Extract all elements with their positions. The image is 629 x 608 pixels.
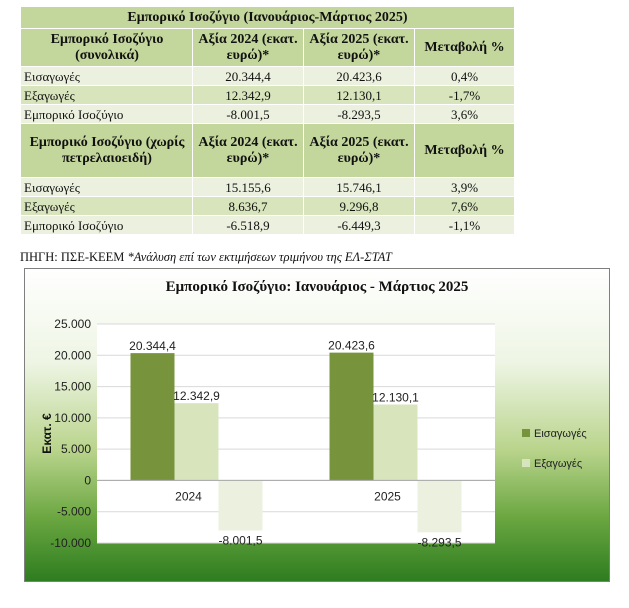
- trade-balance-table: [20, 6, 515, 235]
- y-tick-label: 10.000: [54, 410, 91, 425]
- table-cell: -6.518,9: [193, 216, 304, 235]
- table-cell: -1,1%: [415, 216, 515, 235]
- legend-swatch: [522, 459, 530, 467]
- table-row: [21, 178, 515, 197]
- header-cell: Αξία 2025 (εκατ. ευρώ)*: [304, 124, 415, 178]
- table-row: [21, 105, 515, 124]
- table-title: Εμπορικό Ισοζύγιο (Ιανουάριος-Μάρτιος 2025): [21, 7, 515, 29]
- legend-swatch: [522, 429, 530, 437]
- row-label: Εμπορικό Ισοζύγιο: [21, 216, 193, 235]
- table-cell: 0,4%: [415, 67, 515, 86]
- bar: [131, 353, 175, 480]
- header-cell: Μεταβολή %: [415, 124, 515, 178]
- y-tick-label: -10.000: [50, 536, 91, 550]
- data-label: 12.130,1: [372, 390, 419, 405]
- source-footnote: *Ανάλυση επί των εκτιμήσεων τριμήνου της ΕΛ-ΣΤΑΤ: [127, 250, 392, 264]
- legend-label: Εισαγωγές: [534, 428, 587, 440]
- table-cell: 9.296,8: [304, 197, 415, 216]
- data-label: -8.293,5: [417, 535, 462, 550]
- bar: [330, 353, 374, 481]
- table-cell: 15.155,6: [193, 178, 304, 197]
- table-cell: 3,9%: [415, 178, 515, 197]
- y-tick-label: 20.000: [54, 348, 91, 363]
- header-cell: Αξία 2024 (εκατ. ευρώ)*: [193, 124, 304, 178]
- table-row: [21, 216, 515, 235]
- table-cell: -8.293,5: [304, 105, 415, 124]
- row-label: Εισαγωγές: [21, 67, 193, 86]
- row-label: Εξαγωγές: [21, 86, 193, 105]
- table-header-row: [21, 124, 515, 178]
- table-row: [21, 86, 515, 105]
- data-label: 12.342,9: [173, 389, 220, 404]
- table-cell: 8.636,7: [193, 197, 304, 216]
- table-cell: -1,7%: [415, 86, 515, 105]
- x-tick-label: 2024: [175, 489, 202, 504]
- y-tick-label: 15.000: [54, 379, 91, 394]
- y-tick-label: 5.000: [60, 442, 91, 457]
- bar: [219, 480, 263, 530]
- table-cell: 7,6%: [415, 197, 515, 216]
- table-header-row: [21, 29, 515, 67]
- x-tick-label: 2025: [374, 489, 401, 504]
- table-cell: 15.746,1: [304, 178, 415, 197]
- table-cell: 12.130,1: [304, 86, 415, 105]
- table-cell: 20.423,6: [304, 67, 415, 86]
- chart-container: [24, 268, 610, 582]
- row-label: Εμπορικό Ισοζύγιο: [21, 105, 193, 124]
- data-label: 20.344,4: [129, 339, 176, 354]
- table-cell: -8.001,5: [193, 105, 304, 124]
- source-label: ΠΗΓΗ: ΠΣΕ-ΚΕΕΜ: [20, 250, 128, 264]
- header-cell: Αξία 2025 (εκατ. ευρώ)*: [304, 29, 415, 67]
- table-row: [21, 67, 515, 86]
- y-axis-title: Εκατ. €: [40, 413, 54, 454]
- source-note: [20, 250, 620, 265]
- y-tick-label: -5.000: [56, 504, 91, 519]
- table-row: [21, 197, 515, 216]
- table-cell: 12.342,9: [193, 86, 304, 105]
- header-cell: Αξία 2024 (εκατ. ευρώ)*: [193, 29, 304, 67]
- chart-title: Εμπορικό Ισοζύγιο: Ιανουάριος - Μάρτιος 2025: [165, 279, 469, 295]
- table-cell: 3,6%: [415, 105, 515, 124]
- legend-label: Εξαγωγές: [534, 458, 583, 470]
- row-label: Εξαγωγές: [21, 197, 193, 216]
- header-cell: Εμπορικό Ισοζύγιο (συνολικά): [21, 29, 193, 67]
- bar: [175, 403, 219, 480]
- bar-chart: [25, 269, 611, 583]
- data-label: -8.001,5: [218, 533, 263, 548]
- bar: [374, 405, 418, 481]
- row-label: Εισαγωγές: [21, 178, 193, 197]
- y-tick-label: 0: [84, 473, 91, 488]
- bar: [418, 480, 462, 532]
- y-tick-label: 25.000: [54, 317, 91, 331]
- table-cell: 20.344,4: [193, 67, 304, 86]
- header-cell: Εμπορικό Ισοζύγιο (χωρίς πετρελαιοειδή): [21, 124, 193, 178]
- data-label: 20.423,6: [328, 338, 375, 353]
- header-cell: Μεταβολή %: [415, 29, 515, 67]
- table-cell: -6.449,3: [304, 216, 415, 235]
- table-title-row: [21, 7, 515, 29]
